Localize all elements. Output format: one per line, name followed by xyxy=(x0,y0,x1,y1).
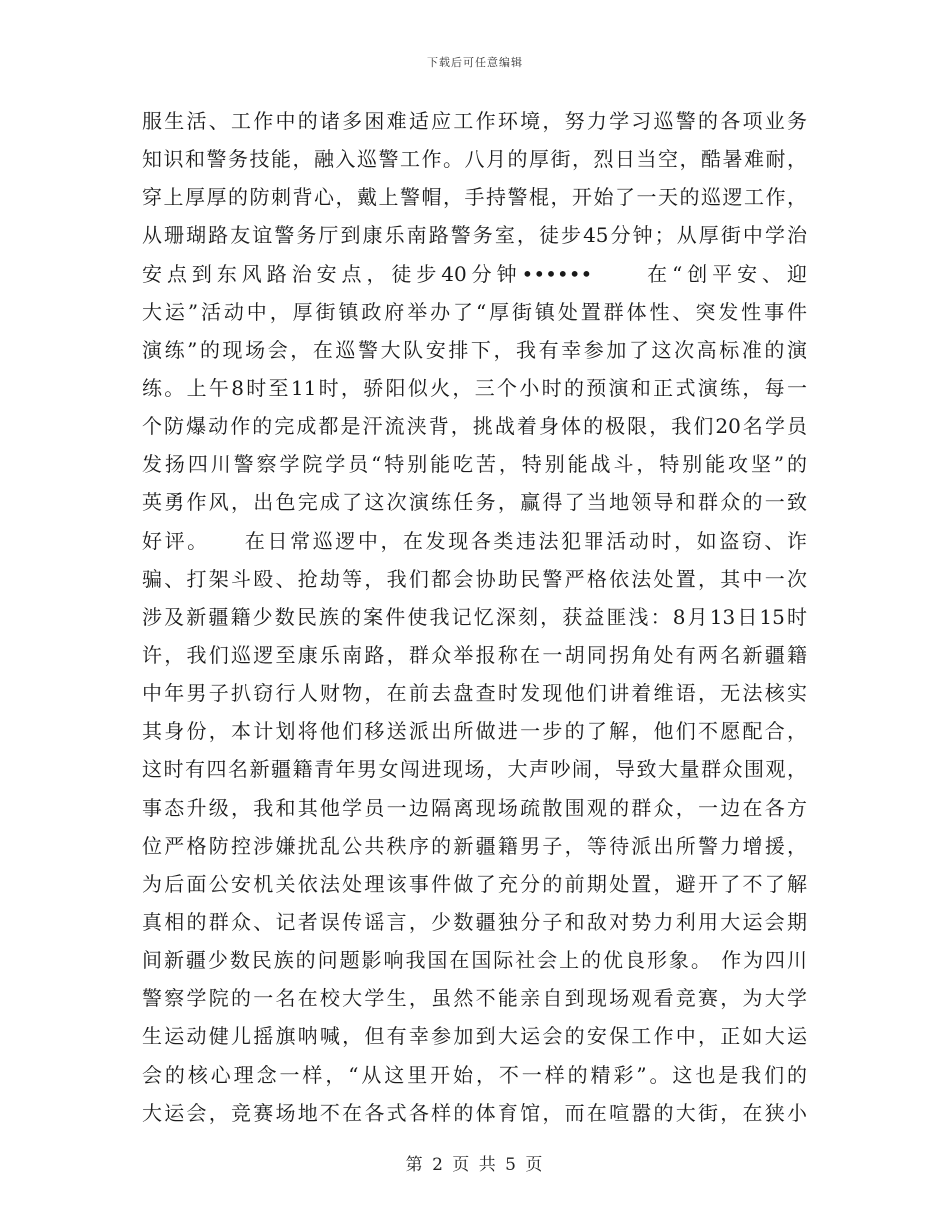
text-line: 真相的群众、记者误传谣言，少数疆独分子和敌对势力利用大运会期 xyxy=(142,909,807,934)
text-line: 穿上厚厚的防刺背心，戴上警帽，手持警棍，开始了一天的巡逻工作， xyxy=(142,185,807,210)
text-line: 会的核心理念一样，“从这里开始，不一样的精彩”。这也是我们的 xyxy=(142,1062,807,1087)
text-line: 这时有四名新疆籍青年男女闯进现场，大声吵闹，导致大量群众围观， xyxy=(142,757,807,782)
page-number-footer: 第 2 页 共 5 页 xyxy=(405,1155,545,1175)
text-line: 大运”活动中，厚街镇政府举办了“厚街镇处置群体性、突发性事件 xyxy=(142,299,807,324)
text-line: 知识和警务技能，融入巡警工作。八月的厚街，烈日当空，酷暑难耐， xyxy=(142,147,807,172)
text-line: 演练”的现场会，在巡警大队安排下，我有幸参加了这次高标准的演 xyxy=(142,337,807,362)
document-body xyxy=(142,102,807,1132)
text-line: 其身份，本计划将他们移送派出所做进一步的了解，他们不愿配合， xyxy=(142,719,807,744)
text-line: 发扬四川警察学院学员“特别能吃苦，特别能战斗，特别能攻坚”的 xyxy=(142,452,807,477)
text-line: 服生活、工作中的诸多困难适应工作环境，努力学习巡警的各项业务 xyxy=(142,109,807,133)
text-line: 英勇作风，出色完成了这次演练任务，赢得了当地领导和群众的一致 xyxy=(142,490,807,515)
text-line: 好评。 在日常巡逻中，在发现各类违法犯罪活动时，如盗窃、诈 xyxy=(142,528,807,553)
text-line: 生运动健儿摇旗呐喊，但有幸参加到大运会的安保工作中，正如大运 xyxy=(142,1024,807,1049)
text-line: 涉及新疆籍少数民族的案件使我记忆深刻，获益匪浅：8月13日15时 xyxy=(142,604,807,629)
text-line: 骗、打架斗殴、抢劫等，我们都会协助民警严格依法处置，其中一次 xyxy=(142,566,807,591)
text-line: 警察学院的一名在校大学生，虽然不能亲自到现场观看竞赛，为大学 xyxy=(142,986,807,1011)
text-line: 安点到东风路治安点，徒步40分钟•••••• 在“创平安、迎 xyxy=(142,261,807,286)
text-line: 位严格防控涉嫌扰乱公共秩序的新疆籍男子，等待派出所警力增援， xyxy=(142,833,807,858)
text-line: 许，我们巡逻至康乐南路，群众举报称在一胡同拐角处有两名新疆籍 xyxy=(142,642,807,667)
text-line: 间新疆少数民族的问题影响我国在国际社会上的优良形象。 作为四川 xyxy=(142,948,807,973)
text-line: 事态升级，我和其他学员一边隔离现场疏散围观的群众，一边在各方 xyxy=(142,795,807,820)
page-header-note: 下载后可任意编辑 xyxy=(427,56,523,69)
text-line: 中年男子扒窃行人财物，在前去盘查时发现他们讲着维语，无法核实 xyxy=(142,681,807,706)
text-line: 从珊瑚路友谊警务厅到康乐南路警务室，徒步45分钟；从厚街中学治 xyxy=(142,223,807,248)
text-line: 练。上午8时至11时，骄阳似火，三个小时的预演和正式演练，每一 xyxy=(142,375,807,400)
text-line: 为后面公安机关依法处理该事件做了充分的前期处置，避开了不了解 xyxy=(142,871,807,896)
text-line: 大运会，竞赛场地不在各式各样的体育馆，而在喧嚣的大街，在狭小 xyxy=(142,1100,807,1125)
text-line: 个防爆动作的完成都是汗流浃背，挑战着身体的极限，我们20名学员 xyxy=(142,414,807,439)
